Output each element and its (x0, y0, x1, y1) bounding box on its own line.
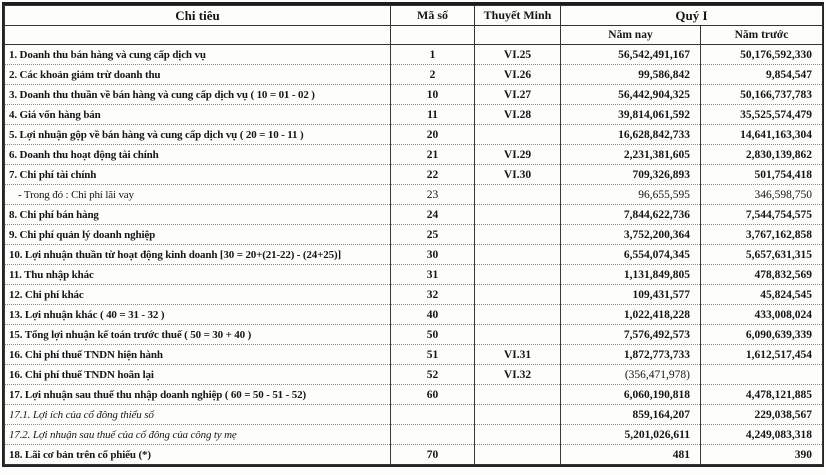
header-thuyet-minh: Thuyết Minh (475, 6, 561, 26)
table-row (5, 405, 823, 425)
cell-ma-so: 1 (391, 45, 475, 65)
cell-nam-nay: 859,164,207 (561, 405, 701, 425)
cell-thuyet-minh (475, 285, 561, 305)
cell-chi-tieu: 3. Doanh thu thuần về bán hàng và cung cấp dịch vụ ( 10 = 01 - 02 ) (5, 85, 391, 105)
cell-chi-tieu: 16. Chi phí thuế TNDN hoãn lại (5, 365, 391, 385)
header-chi-tieu-spacer (5, 26, 391, 45)
cell-ma-so: 10 (391, 85, 475, 105)
cell-thuyet-minh (475, 425, 561, 445)
cell-nam-truoc: 346,598,750 (701, 185, 823, 205)
table-row (5, 425, 823, 445)
cell-nam-truoc: 5,657,631,315 (701, 245, 823, 265)
cell-nam-nay: 7,576,492,573 (561, 325, 701, 345)
cell-ma-so: 70 (391, 445, 475, 465)
cell-thuyet-minh (475, 405, 561, 425)
cell-nam-truoc: 35,525,574,479 (701, 105, 823, 125)
cell-ma-so: 40 (391, 305, 475, 325)
cell-nam-truoc (701, 365, 823, 385)
table-border-frame (2, 2, 824, 467)
cell-chi-tieu: 17.2. Lợi nhuận sau thuế của cổ đông của công ty mẹ (5, 425, 391, 445)
cell-chi-tieu: 15. Tổng lợi nhuận kế toán trước thuế ( 50 = 30 + 40 ) (5, 325, 391, 345)
cell-nam-truoc: 7,544,754,575 (701, 205, 823, 225)
header-quy-1: Quý I (561, 6, 823, 26)
cell-nam-truoc: 3,767,162,858 (701, 225, 823, 245)
cell-ma-so: 30 (391, 245, 475, 265)
cell-ma-so: 31 (391, 265, 475, 285)
cell-nam-truoc: 45,824,545 (701, 285, 823, 305)
cell-nam-truoc: 2,830,139,862 (701, 145, 823, 165)
cell-ma-so: 22 (391, 165, 475, 185)
cell-thuyet-minh (475, 265, 561, 285)
cell-nam-truoc: 433,008,024 (701, 305, 823, 325)
table-row (5, 85, 823, 105)
table-row (5, 185, 823, 205)
table-row (5, 305, 823, 325)
table-row (5, 345, 823, 365)
table-header (5, 6, 823, 45)
cell-ma-so (391, 425, 475, 445)
cell-nam-nay: 5,201,026,611 (561, 425, 701, 445)
cell-chi-tieu: 13. Lợi nhuận khác ( 40 = 31 - 32 ) (5, 305, 391, 325)
cell-nam-truoc: 229,038,567 (701, 405, 823, 425)
cell-nam-nay: 6,060,190,818 (561, 385, 701, 405)
table-row (5, 125, 823, 145)
cell-ma-so: 51 (391, 345, 475, 365)
cell-chi-tieu: 18. Lãi cơ bản trên cổ phiếu (*) (5, 445, 391, 465)
cell-thuyet-minh (475, 305, 561, 325)
cell-thuyet-minh (475, 325, 561, 345)
table-row (5, 265, 823, 285)
cell-ma-so: 50 (391, 325, 475, 345)
cell-chi-tieu: 1. Doanh thu bán hàng và cung cấp dịch vụ (5, 45, 391, 65)
table-row (5, 45, 823, 65)
cell-nam-truoc: 4,249,083,318 (701, 425, 823, 445)
cell-nam-nay: (356,471,978) (561, 365, 701, 385)
cell-nam-nay: 39,814,061,592 (561, 105, 701, 125)
cell-nam-truoc: 50,166,737,783 (701, 85, 823, 105)
cell-chi-tieu: 11. Thu nhập khác (5, 265, 391, 285)
cell-nam-nay: 99,586,842 (561, 65, 701, 85)
cell-nam-nay: 709,326,893 (561, 165, 701, 185)
cell-thuyet-minh: VI.26 (475, 65, 561, 85)
table-row (5, 145, 823, 165)
cell-chi-tieu: 4. Giá vốn hàng bán (5, 105, 391, 125)
cell-nam-nay: 1,022,418,228 (561, 305, 701, 325)
cell-thuyet-minh: VI.25 (475, 45, 561, 65)
cell-nam-truoc: 4,478,121,885 (701, 385, 823, 405)
cell-ma-so (391, 405, 475, 425)
cell-nam-truoc: 6,090,639,339 (701, 325, 823, 345)
cell-thuyet-minh (475, 445, 561, 465)
cell-chi-tieu: 10. Lợi nhuận thuần từ hoạt động kinh doanh [30 = 20+(21-22) - (24+25)] (5, 245, 391, 265)
table-row (5, 325, 823, 345)
income-statement-table (4, 5, 823, 465)
cell-nam-truoc: 9,854,547 (701, 65, 823, 85)
table-row (5, 65, 823, 85)
table-row (5, 285, 823, 305)
cell-ma-so: 20 (391, 125, 475, 145)
table-row (5, 205, 823, 225)
cell-thuyet-minh: VI.32 (475, 365, 561, 385)
cell-ma-so: 32 (391, 285, 475, 305)
cell-ma-so: 11 (391, 105, 475, 125)
cell-ma-so: 52 (391, 365, 475, 385)
cell-nam-truoc: 14,641,163,304 (701, 125, 823, 145)
cell-chi-tieu: - Trong đó : Chi phí lãi vay (5, 185, 391, 205)
cell-nam-truoc: 478,832,569 (701, 265, 823, 285)
cell-nam-nay: 2,231,381,605 (561, 145, 701, 165)
cell-ma-so: 24 (391, 205, 475, 225)
cell-nam-nay: 16,628,842,733 (561, 125, 701, 145)
cell-chi-tieu: 2. Các khoản giảm trừ doanh thu (5, 65, 391, 85)
cell-chi-tieu: 16. Chi phí thuế TNDN hiện hành (5, 345, 391, 365)
cell-thuyet-minh: VI.28 (475, 105, 561, 125)
cell-nam-nay: 109,431,577 (561, 285, 701, 305)
table-row (5, 105, 823, 125)
cell-nam-nay: 96,655,595 (561, 185, 701, 205)
cell-nam-nay: 6,554,074,345 (561, 245, 701, 265)
header-thuyet-minh-spacer (475, 26, 561, 45)
header-nam-truoc: Năm trước (701, 26, 823, 45)
cell-chi-tieu: 5. Lợi nhuận gộp về bán hàng và cung cấp dịch vụ ( 20 = 10 - 11 ) (5, 125, 391, 145)
table-row (5, 445, 823, 465)
cell-chi-tieu: 6. Doanh thu hoạt động tài chính (5, 145, 391, 165)
cell-nam-truoc: 501,754,418 (701, 165, 823, 185)
cell-thuyet-minh (475, 205, 561, 225)
header-chi-tieu: Chi tiêu (5, 6, 391, 26)
cell-thuyet-minh (475, 245, 561, 265)
cell-nam-nay: 3,752,200,364 (561, 225, 701, 245)
header-row-main (5, 6, 823, 26)
cell-nam-nay: 481 (561, 445, 701, 465)
header-nam-nay: Năm nay (561, 26, 701, 45)
header-row-sub (5, 26, 823, 45)
cell-chi-tieu: 8. Chi phí bán hàng (5, 205, 391, 225)
table-row (5, 165, 823, 185)
cell-ma-so: 60 (391, 385, 475, 405)
cell-thuyet-minh: VI.30 (475, 165, 561, 185)
cell-thuyet-minh: VI.27 (475, 85, 561, 105)
cell-chi-tieu: 12. Chi phí khác (5, 285, 391, 305)
cell-ma-so: 2 (391, 65, 475, 85)
cell-nam-nay: 7,844,622,736 (561, 205, 701, 225)
table-row (5, 225, 823, 245)
table-row (5, 365, 823, 385)
cell-nam-nay: 1,131,849,805 (561, 265, 701, 285)
cell-thuyet-minh (475, 185, 561, 205)
cell-nam-truoc: 390 (701, 445, 823, 465)
cell-nam-nay: 1,872,773,733 (561, 345, 701, 365)
cell-nam-nay: 56,542,491,167 (561, 45, 701, 65)
cell-nam-truoc: 1,612,517,454 (701, 345, 823, 365)
cell-ma-so: 21 (391, 145, 475, 165)
header-ma-so: Mã số (391, 6, 475, 26)
table-row (5, 385, 823, 405)
cell-chi-tieu: 17.1. Lợi ích của cổ đông thiểu số (5, 405, 391, 425)
cell-chi-tieu: 9. Chi phí quản lý doanh nghiệp (5, 225, 391, 245)
cell-chi-tieu: 7. Chi phí tài chính (5, 165, 391, 185)
cell-thuyet-minh (475, 125, 561, 145)
cell-ma-so: 23 (391, 185, 475, 205)
cell-thuyet-minh: VI.29 (475, 145, 561, 165)
header-ma-so-spacer (391, 26, 475, 45)
cell-nam-nay: 56,442,904,325 (561, 85, 701, 105)
cell-thuyet-minh (475, 225, 561, 245)
cell-nam-truoc: 50,176,592,330 (701, 45, 823, 65)
table-row (5, 245, 823, 265)
table-body (5, 45, 823, 465)
cell-thuyet-minh: VI.31 (475, 345, 561, 365)
cell-ma-so: 25 (391, 225, 475, 245)
cell-chi-tieu: 17. Lợi nhuận sau thuế thu nhập doanh nghiệp ( 60 = 50 - 51 - 52) (5, 385, 391, 405)
cell-thuyet-minh (475, 385, 561, 405)
